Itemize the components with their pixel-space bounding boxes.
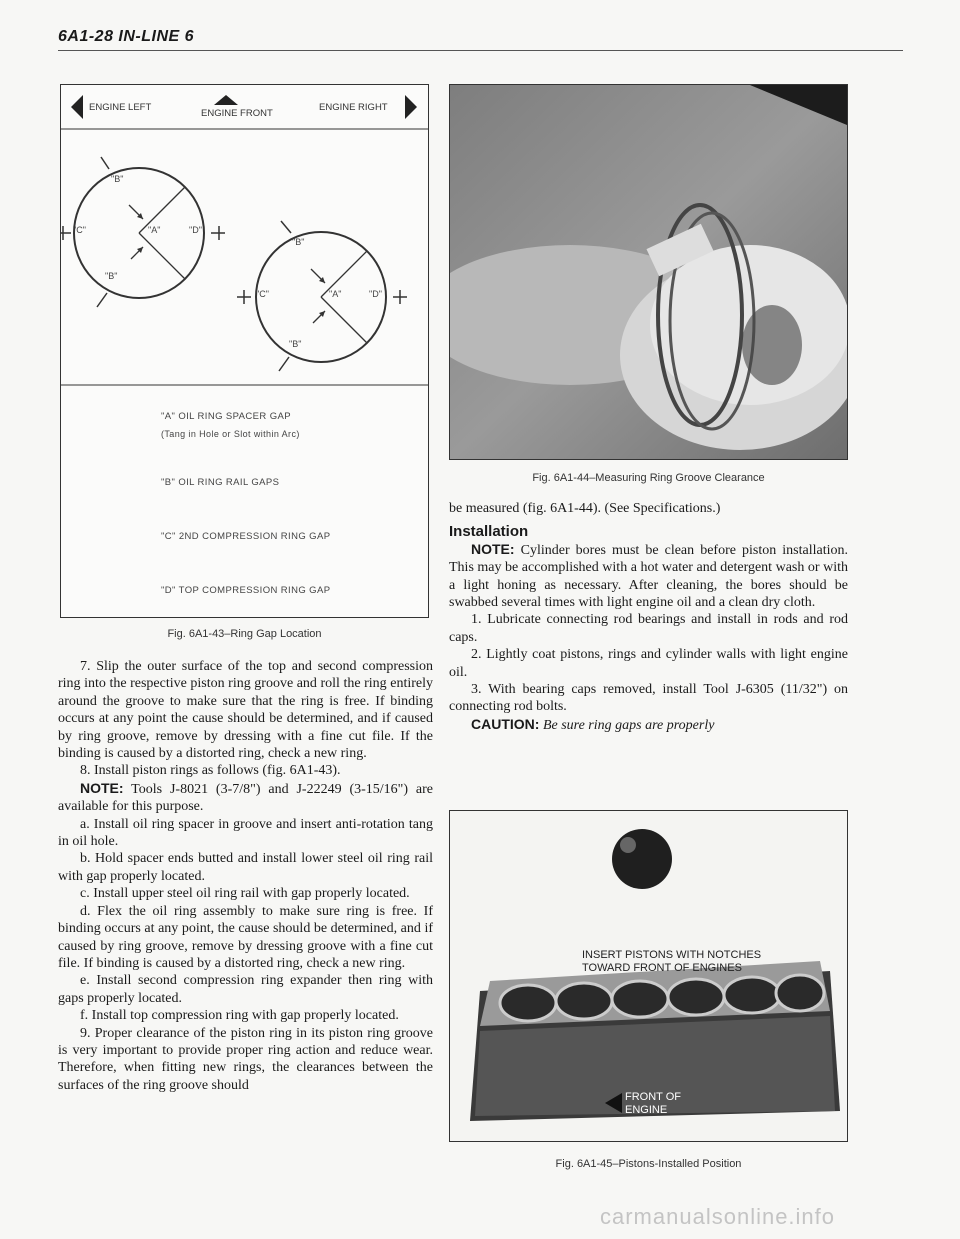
note-text: Cylinder bores must be clean before piston installation. This may be accomplished with a hot water and detergent wash or with a light honing as necessary. After cleaning, the bores should be swabbed several times with light engine oil and a clean dry cloth. (449, 542, 848, 611)
ring-label-b: "B" (289, 339, 302, 349)
page-header: 6A1-28 IN-LINE 6 (58, 28, 195, 45)
front-label-2: ENGINE (625, 1104, 668, 1116)
front-label-1: FRONT OF (625, 1091, 682, 1103)
step-9: 9. Proper clearance of the piston ring in its piston ring groove is very important to provide proper ring action and reduce wear. Therefore, when fitting new rings, the clearances between the surfaces of the ring groove should (58, 1025, 433, 1093)
measure-reference: be measured (fig. 6A1-44). (See Specifications.) (449, 501, 721, 516)
figure-45-caption: Fig. 6A1-45–Pistons-Installed Position (555, 1158, 742, 1170)
figure-pistons-photo (449, 810, 848, 1142)
note-tools (58, 780, 433, 816)
left-column (58, 658, 433, 1094)
caution-label: CAUTION: (471, 715, 540, 732)
engine-front-label: ENGINE FRONT (201, 108, 273, 119)
install-step-1: 1. Lubricate connecting rod bearings and install in rods and rod caps. (449, 612, 848, 645)
note-label: NOTE: (471, 540, 515, 557)
ring-label-c: "C" (73, 225, 86, 235)
legend-b: "B" OIL RING RAIL GAPS (161, 477, 280, 488)
ring-label-b: "B" (105, 271, 118, 281)
header-rule (58, 50, 903, 51)
ring-label-b: "B" (292, 237, 305, 247)
step-8a: a. Install oil ring spacer in groove and insert anti-rotation tang in oil hole. (58, 816, 433, 850)
caution (449, 716, 848, 734)
right-column (449, 500, 848, 734)
measuring-photo (450, 85, 847, 459)
note-text: Tools J-8021 (3-7/8") and J-22249 (3-15/16") are available for this purpose. (58, 781, 433, 815)
watermark: carmanualsonline.info (600, 1204, 836, 1229)
legend-d: "D" TOP COMPRESSION RING GAP (161, 585, 331, 596)
engine-right-label: ENGINE RIGHT (319, 102, 388, 113)
step-7: 7. Slip the outer surface of the top and second compression ring into the respective piston ring groove and roll the ring entirely around the groove to make sure that the ring is free. If binding occurs at any point the cause should be determined, and if caused by ring groove, remove by dressing with a fine cut file. If the binding is caused by a distorted ring, check a new ring. (58, 659, 433, 762)
ring-label-b: "B" (111, 174, 124, 184)
engine-left-label: ENGINE LEFT (89, 102, 152, 113)
ring-label-d: "D" (189, 225, 202, 235)
engine-right-arrow-icon (405, 95, 417, 119)
insert-label-1: INSERT PISTONS WITH NOTCHES (582, 949, 762, 961)
figure-44-caption: Fig. 6A1-44–Measuring Ring Groove Clearance (532, 472, 765, 484)
ring-label-a: "A" (148, 225, 161, 235)
figure-ring-gap-diagram (60, 84, 429, 618)
legend-a-sub: (Tang in Hole or Slot within Arc) (161, 429, 300, 439)
ring-label-c: "C" (256, 289, 269, 299)
section-installation: Installation (449, 523, 529, 541)
step-8d: d. Flex the oil ring assembly to make sure ring is free. If binding occurs at any point, the cause should be determined, and if caused by ring groove, remove by dressing groove with a fine cut file. If binding is caused by a distorted ring, check a new ring. (58, 903, 433, 971)
step-8e: e. Install second compression ring expander then ring with gaps properly located. (58, 973, 433, 1006)
install-step-3: 3. With bearing caps removed, install Tool J-6305 (11/32") on connecting rod bolts. (449, 682, 848, 715)
step-8f: f. Install top compression ring with gap properly located. (80, 1008, 399, 1024)
figure-measuring-photo (449, 84, 848, 460)
caution-text: Be sure ring gaps are properly (539, 717, 715, 733)
step-8: 8. Install piston rings as follows (fig. 6A1-43). (80, 763, 341, 779)
engine-left-arrow-icon (71, 95, 83, 119)
ring-label-d: "D" (369, 289, 382, 299)
insert-label-2: TOWARD FRONT OF ENGINES (582, 962, 742, 974)
legend-a: "A" OIL RING SPACER GAP (161, 411, 291, 422)
step-8c: c. Install upper steel oil ring rail with gap properly located. (80, 886, 410, 902)
note-label: NOTE: (80, 779, 124, 796)
engine-front-arrow-icon (214, 95, 238, 105)
note-cylinder (449, 541, 848, 612)
figure-43-caption: Fig. 6A1-43–Ring Gap Location (167, 628, 322, 640)
ring-label-a: "A" (329, 289, 342, 299)
step-8b: b. Hold spacer ends butted and install lower steel oil ring rail with gap properly located. (58, 851, 433, 884)
legend-c: "C" 2ND COMPRESSION RING GAP (161, 531, 331, 542)
install-step-2: 2. Lightly coat pistons, rings and cylinder walls with light engine oil. (449, 647, 848, 680)
